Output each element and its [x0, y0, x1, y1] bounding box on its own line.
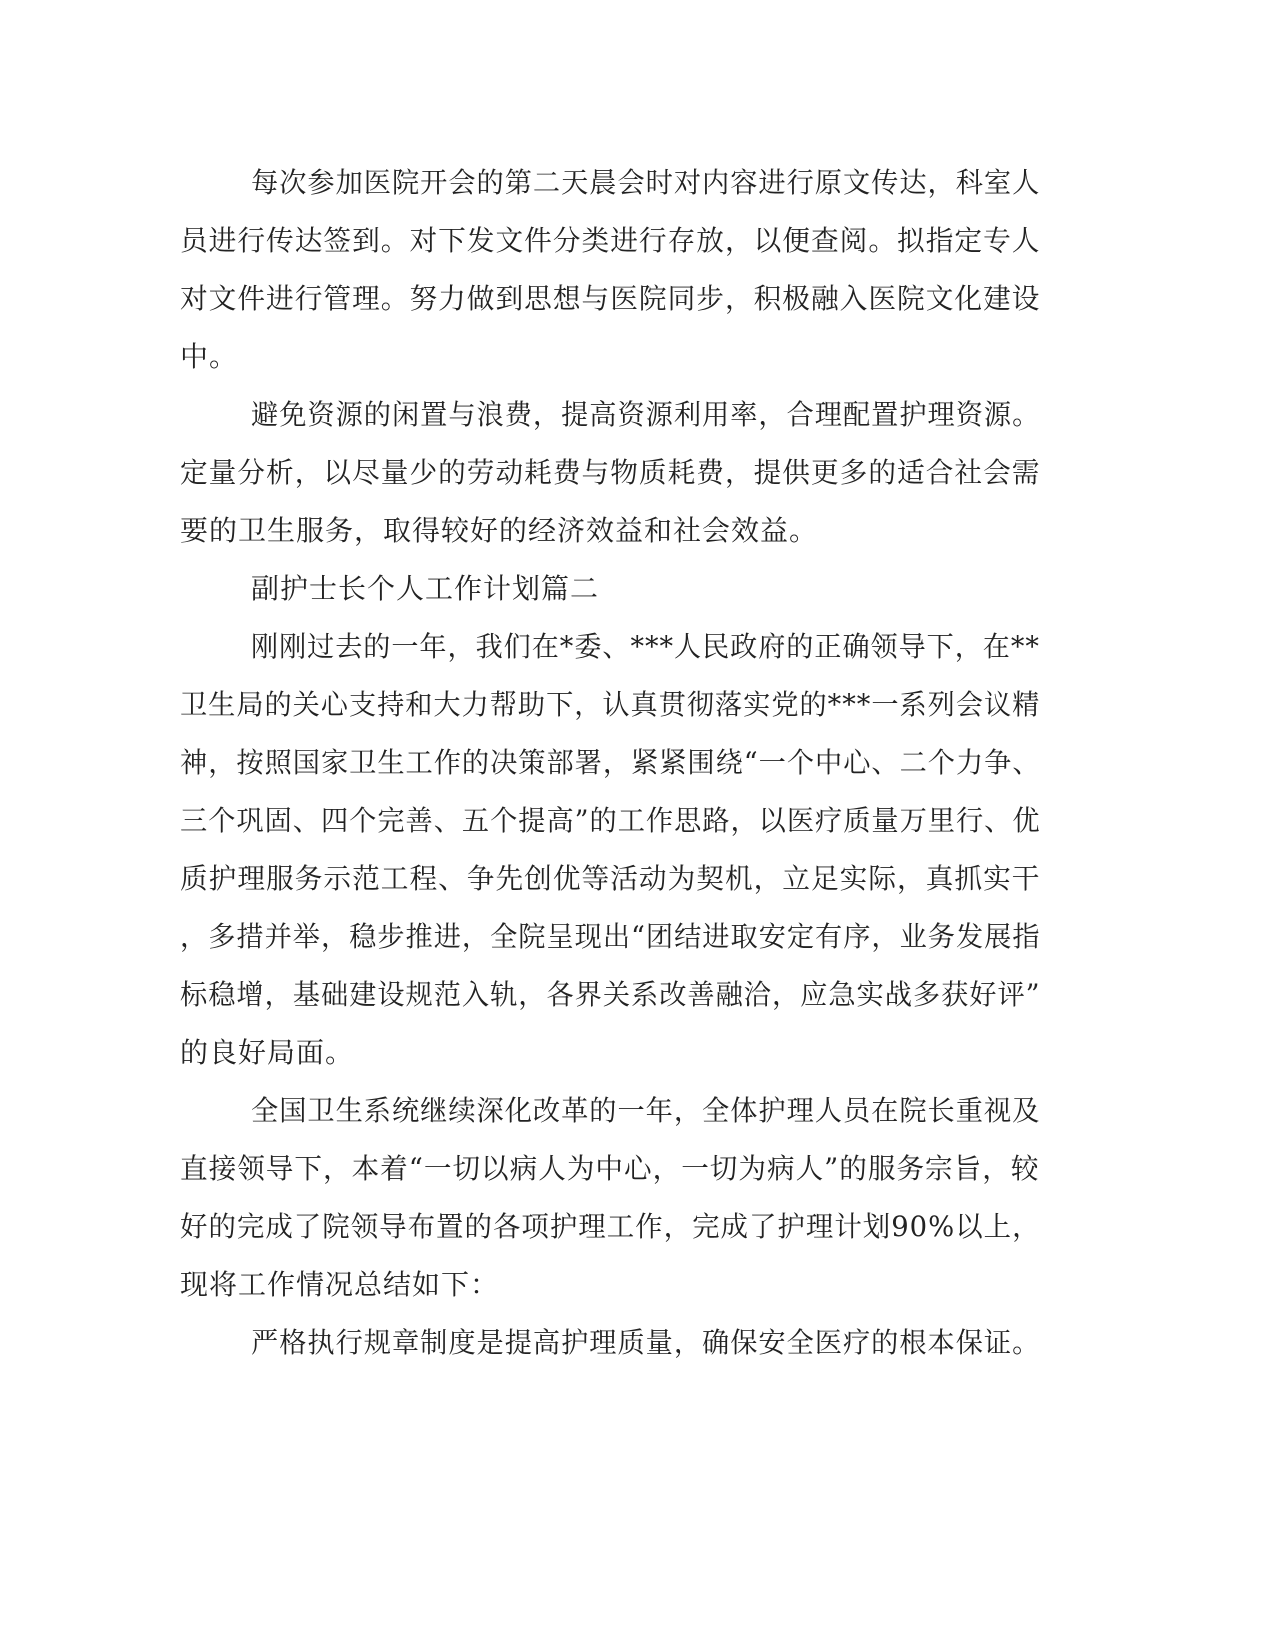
- paragraph-5-line-1: 严格执行规章制度是提高护理质量，确保安全医疗的根本保证。: [251, 1326, 1041, 1359]
- paragraph-1-line-2: 员进行传达签到。对下发文件分类进行存放，以便查阅。拟指定专人: [180, 224, 1041, 257]
- paragraph-3-line-4: 三个巩固、四个完善、五个提高”的工作思路，以医疗质量万里行、优: [180, 804, 1041, 837]
- paragraph-3-line-8: 的良好局面。: [180, 1036, 355, 1069]
- paragraph-1-line-4: 中。: [180, 340, 239, 373]
- paragraph-2-line-1: 避免资源的闲置与浪费，提高资源利用率，合理配置护理资源。: [251, 398, 1041, 431]
- section-heading: 副护士长个人工作计划篇二: [251, 572, 600, 605]
- paragraph-2-line-2: 定量分析，以尽量少的劳动耗费与物质耗费，提供更多的适合社会需: [180, 456, 1041, 489]
- paragraph-4-line-4: 现将工作情况总结如下：: [180, 1268, 500, 1301]
- paragraph-3-line-5: 质护理服务示范工程、争先创优等活动为契机，立足实际，真抓实干: [180, 862, 1041, 895]
- paragraph-3-line-6: ，多措并举，稳步推进，全院呈现出“团结进取安定有序，业务发展指: [180, 920, 1041, 953]
- paragraph-3-line-7: 标稳增，基础建设规范入轨，各界关系改善融洽，应急实战多获好评”: [180, 978, 1041, 1011]
- paragraph-1-line-1: 每次参加医院开会的第二天晨会时对内容进行原文传达，科室人: [251, 166, 1041, 199]
- paragraph-3-line-2: 卫生局的关心支持和大力帮助下，认真贯彻落实党的***一系列会议精: [180, 688, 1041, 721]
- paragraph-4-line-1: 全国卫生系统继续深化改革的一年，全体护理人员在院长重视及: [251, 1094, 1041, 1127]
- paragraph-2-line-3: 要的卫生服务，取得较好的经济效益和社会效益。: [180, 514, 819, 547]
- paragraph-4-line-2: 直接领导下，本着“一切以病人为中心，一切为病人”的服务宗旨，较: [180, 1152, 1040, 1185]
- paragraph-1-line-3: 对文件进行管理。努力做到思想与医院同步，积极融入医院文化建设: [180, 282, 1041, 315]
- paragraph-4-line-3: 好的完成了院领导布置的各项护理工作，完成了护理计划90%以上，: [180, 1210, 1041, 1243]
- paragraph-3-line-1: 刚刚过去的一年，我们在*委、***人民政府的正确领导下，在**: [251, 630, 1040, 663]
- paragraph-3-line-3: 神，按照国家卫生工作的决策部署，紧紧围绕“一个中心、二个力争、: [180, 746, 1041, 779]
